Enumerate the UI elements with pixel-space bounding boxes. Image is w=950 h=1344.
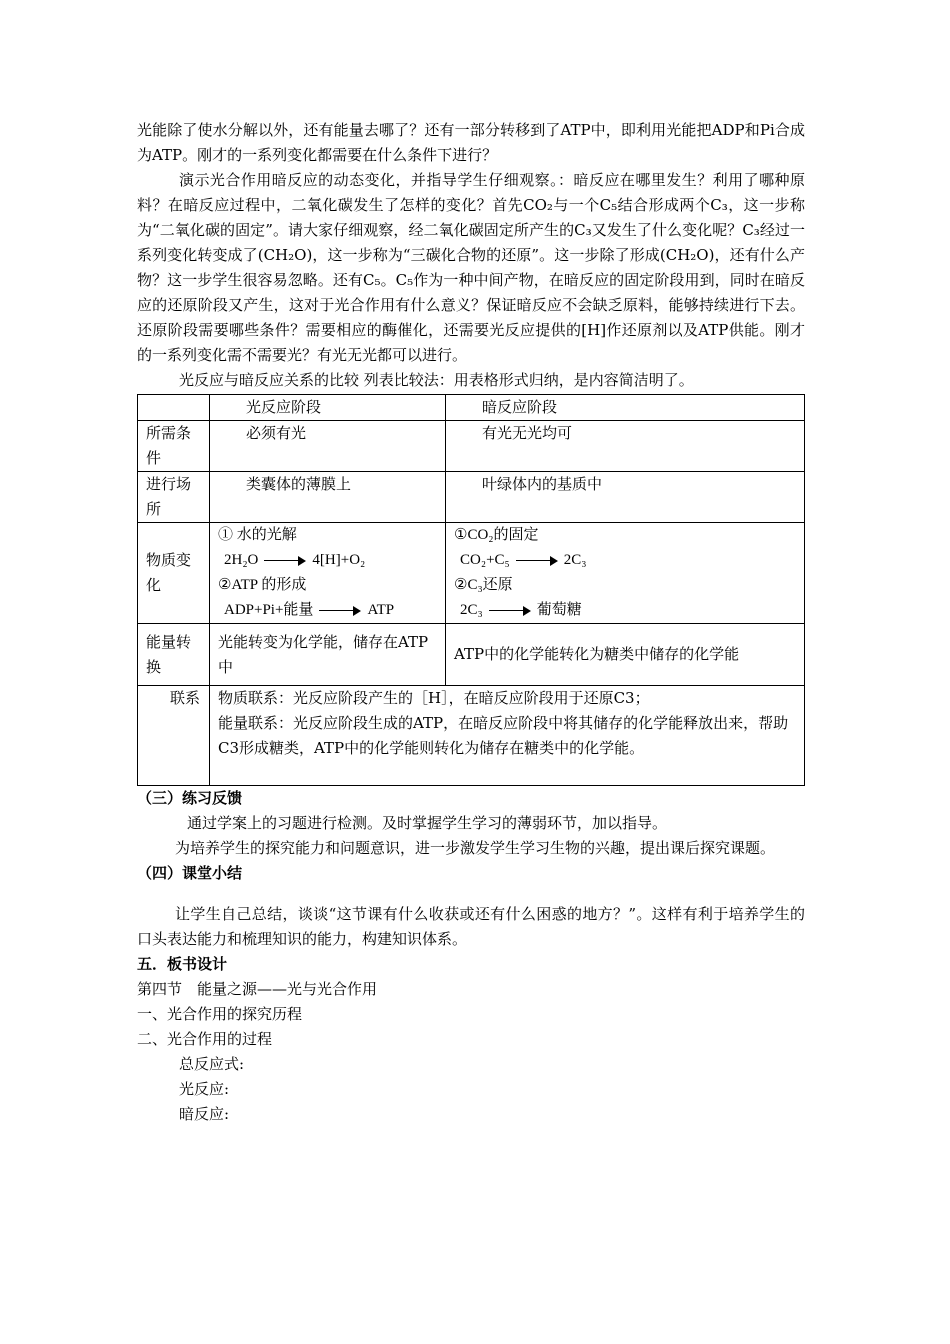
- arrow-icon: [489, 606, 531, 616]
- equation: ADP+Pi+能量 ATP: [224, 602, 395, 618]
- paragraph-atp: 光能除了使水分解以外，还有能量去哪了？还有一部分转移到了ATP中，即利用光能把ADP和Pi合成为ATP。刚才的一系列变化都需要在什么条件下进行？: [137, 121, 805, 164]
- table-row: 进行场所 类囊体的薄膜上 叶绿体内的基质中: [138, 472, 805, 523]
- table-row: 能量转换 光能转变为化学能，储存在ATP中 ATP中的化学能转化为糖类中储存的化学能: [138, 624, 805, 686]
- board-title: 第四节 能量之源——光与光合作用: [137, 980, 378, 998]
- table-row: [138, 686, 805, 786]
- header-dark: 暗反应阶段: [446, 395, 805, 421]
- light-material-cell: ① 水的光解 2H₂O 4[H]+O₂ ②ATP 的形成 ADP+Pi+能量 ATP: [210, 523, 446, 624]
- equation: 2C₃ 葡萄糖: [460, 602, 582, 618]
- comparison-table: [137, 394, 805, 786]
- row-label: 所需条件: [138, 421, 210, 472]
- section-heading: （三）练习反馈: [137, 789, 243, 807]
- row-label: 联系: [138, 686, 210, 786]
- paragraph-comparison-intro: 光反应与暗反应关系的比较 列表比较法：用表格形式归纳，是内容简洁明了。: [179, 371, 694, 389]
- table-row: 所需条件 必须有光 有光无光均可: [138, 421, 805, 472]
- equation: 2H₂O 4[H]+O₂: [224, 552, 366, 568]
- paragraph: 让学生自己总结，谈谈“这节课有什么收获或还有什么困惑的地方？”。这样有利于培养学生的口头表达能力和梳理知识的能力，构建知识体系。: [137, 905, 805, 948]
- row-label: 物质变化: [138, 523, 210, 624]
- link-cell: 物质联系：光反应阶段产生的［H］，在暗反应阶段用于还原C3； 能量联系：光反应阶段生成的ATP，在暗反应阶段中将其储存的化学能释放出来，帮助C3形成糖类，ATP中的化学能则转化为储存在糖类中的化学能。: [210, 686, 805, 786]
- paragraph-dark-reaction: 演示光合作用暗反应的动态变化，并指导学生仔细观察。：暗反应在哪里发生？利用了哪种原料？在暗反应过程中，二氧化碳发生了怎样的变化？首先CO₂与一个C₅结合形成两个C₃，这一步称为“二氧化碳的固定”。请大家仔细观察，经二氧化碳固定所产生的C₃又发生了什么变化呢？C₃经过一系列变化转变成了(CH₂O)，这一步称为“三碳化合物的还原”。这一步除了形成(CH₂O)，还有什么产物？这一步学生很容易忽略。还有C₅。C₅作为一种中间产物，在暗反应的固定阶段用到，同时在暗反应的还原阶段又产生，这对于光合作用有什么意义？保证暗反应不会缺乏原料，能够持续进行下去。还原阶段需要哪些条件？需要相应的酶催化，还需要光反应提供的[H]作还原剂以及ATP供能。刚才的一系列变化需不需要光？有光无光都可以进行。: [137, 171, 805, 364]
- board-subitem: 光反应:: [179, 1080, 230, 1098]
- board-item: 二、光合作用的过程: [137, 1030, 273, 1048]
- section-heading: 五．板书设计: [137, 955, 228, 973]
- paragraph: 为培养学生的探究能力和问题意识，进一步激发学生学习生物的兴趣，提出课后探究课题。: [175, 839, 776, 857]
- header-light: 光反应阶段: [210, 395, 446, 421]
- row-label: 进行场所: [138, 472, 210, 523]
- arrow-icon: [264, 556, 306, 566]
- table-header-row: [138, 395, 805, 421]
- paragraph: 通过学案上的习题进行检测。及时掌握学生学习的薄弱环节，加以指导。: [187, 814, 668, 832]
- equation: CO₂+C₅ 2C₃: [460, 552, 587, 568]
- arrow-icon: [319, 606, 361, 616]
- dark-material-cell: ①CO₂的固定 CO₂+C₅ 2C₃ ②C₃还原 2C₃ 葡萄糖: [446, 523, 805, 624]
- table-row: [138, 523, 805, 624]
- board-subitem: 暗反应:: [179, 1105, 230, 1123]
- document-page: [137, 118, 805, 1127]
- arrow-icon: [516, 556, 558, 566]
- section-heading: （四）课堂小结: [137, 864, 243, 882]
- board-subitem: 总反应式:: [179, 1055, 245, 1073]
- row-label: 能量转换: [138, 624, 210, 686]
- board-item: 一、光合作用的探究历程: [137, 1005, 303, 1023]
